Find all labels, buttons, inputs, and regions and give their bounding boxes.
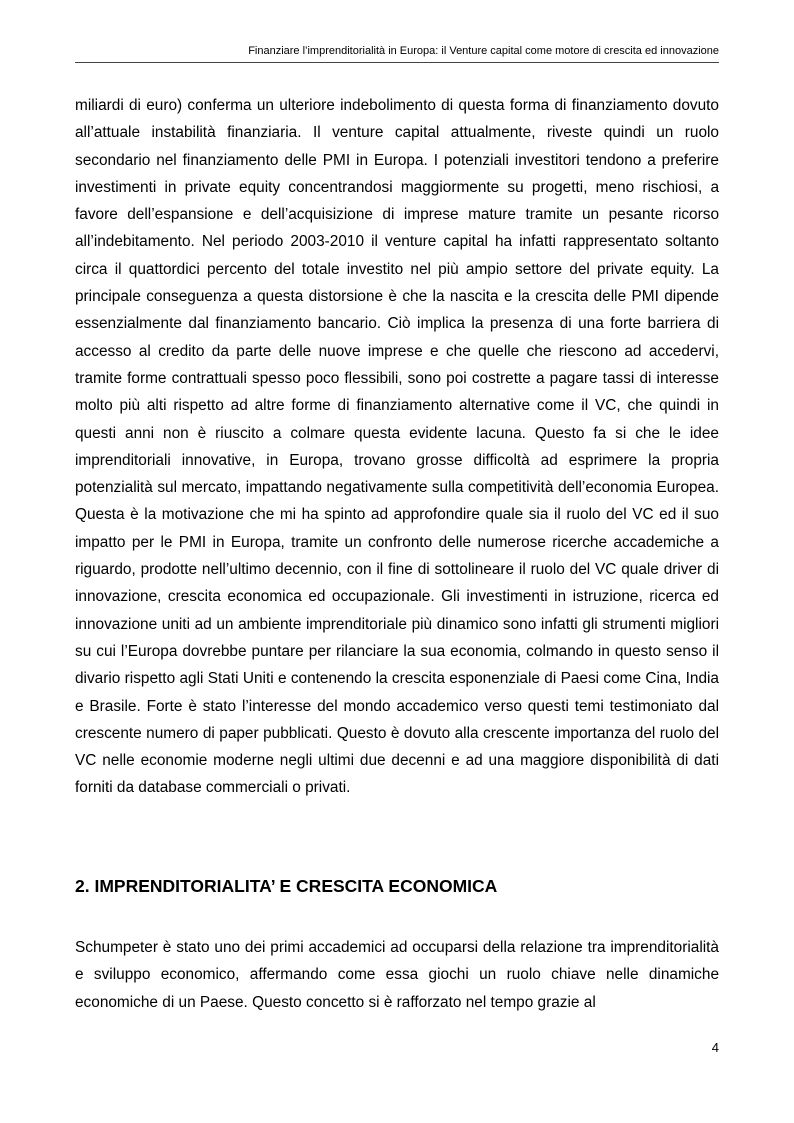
page-number: 4: [711, 1040, 719, 1055]
section-heading: 2. IMPRENDITORIALITA’ E CRESCITA ECONOMICA: [75, 876, 498, 896]
body-paragraph-1: miliardi di euro) conferma un ulteriore indebolimento di questa forma di finanziamento dovuto all’attuale instabilità finanziaria. Il venture capital attualmente, riveste quindi un ruolo secondario nel finanziamento delle PMI in Europa. I potenziali investitori tendono a preferire investimenti in private equity concentrandosi maggiormente su progetti, meno rischiosi, a favore dell’espansione e dell’acquisizione di imprese mature tramite un pesante ricorso all’indebitamento. Nel periodo 2003-2010 il venture capital ha infatti rappresentato soltanto circa il quattordici percento del totale investito nel più ampio settore del private equity. La principale conseguenza a questa distorsione è che la nascita e la crescita delle PMI dipende essenzialmente dal finanziamento bancario. Ciò implica la presenza di una forte barriera di accesso al credito da parte delle nuove imprese e che quelle che riescono ad accedervi, tramite forme contrattuali spesso poco flessibili, sono poi costrette a pagare tassi di interesse molto più alti rispetto ad altre forme di finanziamento alternative come il VC, che quindi in questi anni non è riuscito a colmare questa evidente lacuna. Questo fa si che le idee imprenditoriali innovative, in Europa, trovano grosse difficoltà ad esprimere la propria potenzialità sul mercato, impattando negativamente sulla competitività dell’economia Europea. Questa è la motivazione che mi ha spinto ad approfondire quale sia il ruolo del VC ed il suo impatto per le PMI in Europa, tramite un confronto delle numerose ricerche accademiche a riguardo, prodotte nell’ultimo decennio, con il fine di sottolineare il ruolo del VC quale driver di innovazione, crescita economica ed occupazionale. Gli investimenti in istruzione, ricerca ed innovazione uniti ad un ambiente imprenditoriale più dinamico sono infatti gli strumenti migliori su cui l’Europa dovrebbe puntare per rilanciare la sua economia, colmando in questo senso il divario rispetto agli Stati Uniti e contenendo la crescita esponenziale di Paesi come Cina, India e Brasile. Forte è stato l’interesse del mondo accademico verso questi temi testimoniato dal crescente numero di paper pubblicati. Questo è dovuto alla crescente importanza del ruolo del VC nelle economie moderne negli ultimi due decenni e ad una maggiore disponibilità di dati forniti da database commerciali o privati.: [75, 97, 719, 797]
header-divider: [75, 62, 719, 63]
body-paragraph-2: Schumpeter è stato uno dei primi accademici ad occuparsi della relazione tra imprenditorialità e sviluppo economico, affermando come essa giochi un ruolo chiave nelle dinamiche economiche di un Paese. Questo concetto si è rafforzato nel tempo grazie al: [75, 939, 719, 1011]
running-header: Finanziare l’imprenditorialità in Europa: il Venture capital come motore di crescita ed innovazione: [248, 45, 719, 57]
